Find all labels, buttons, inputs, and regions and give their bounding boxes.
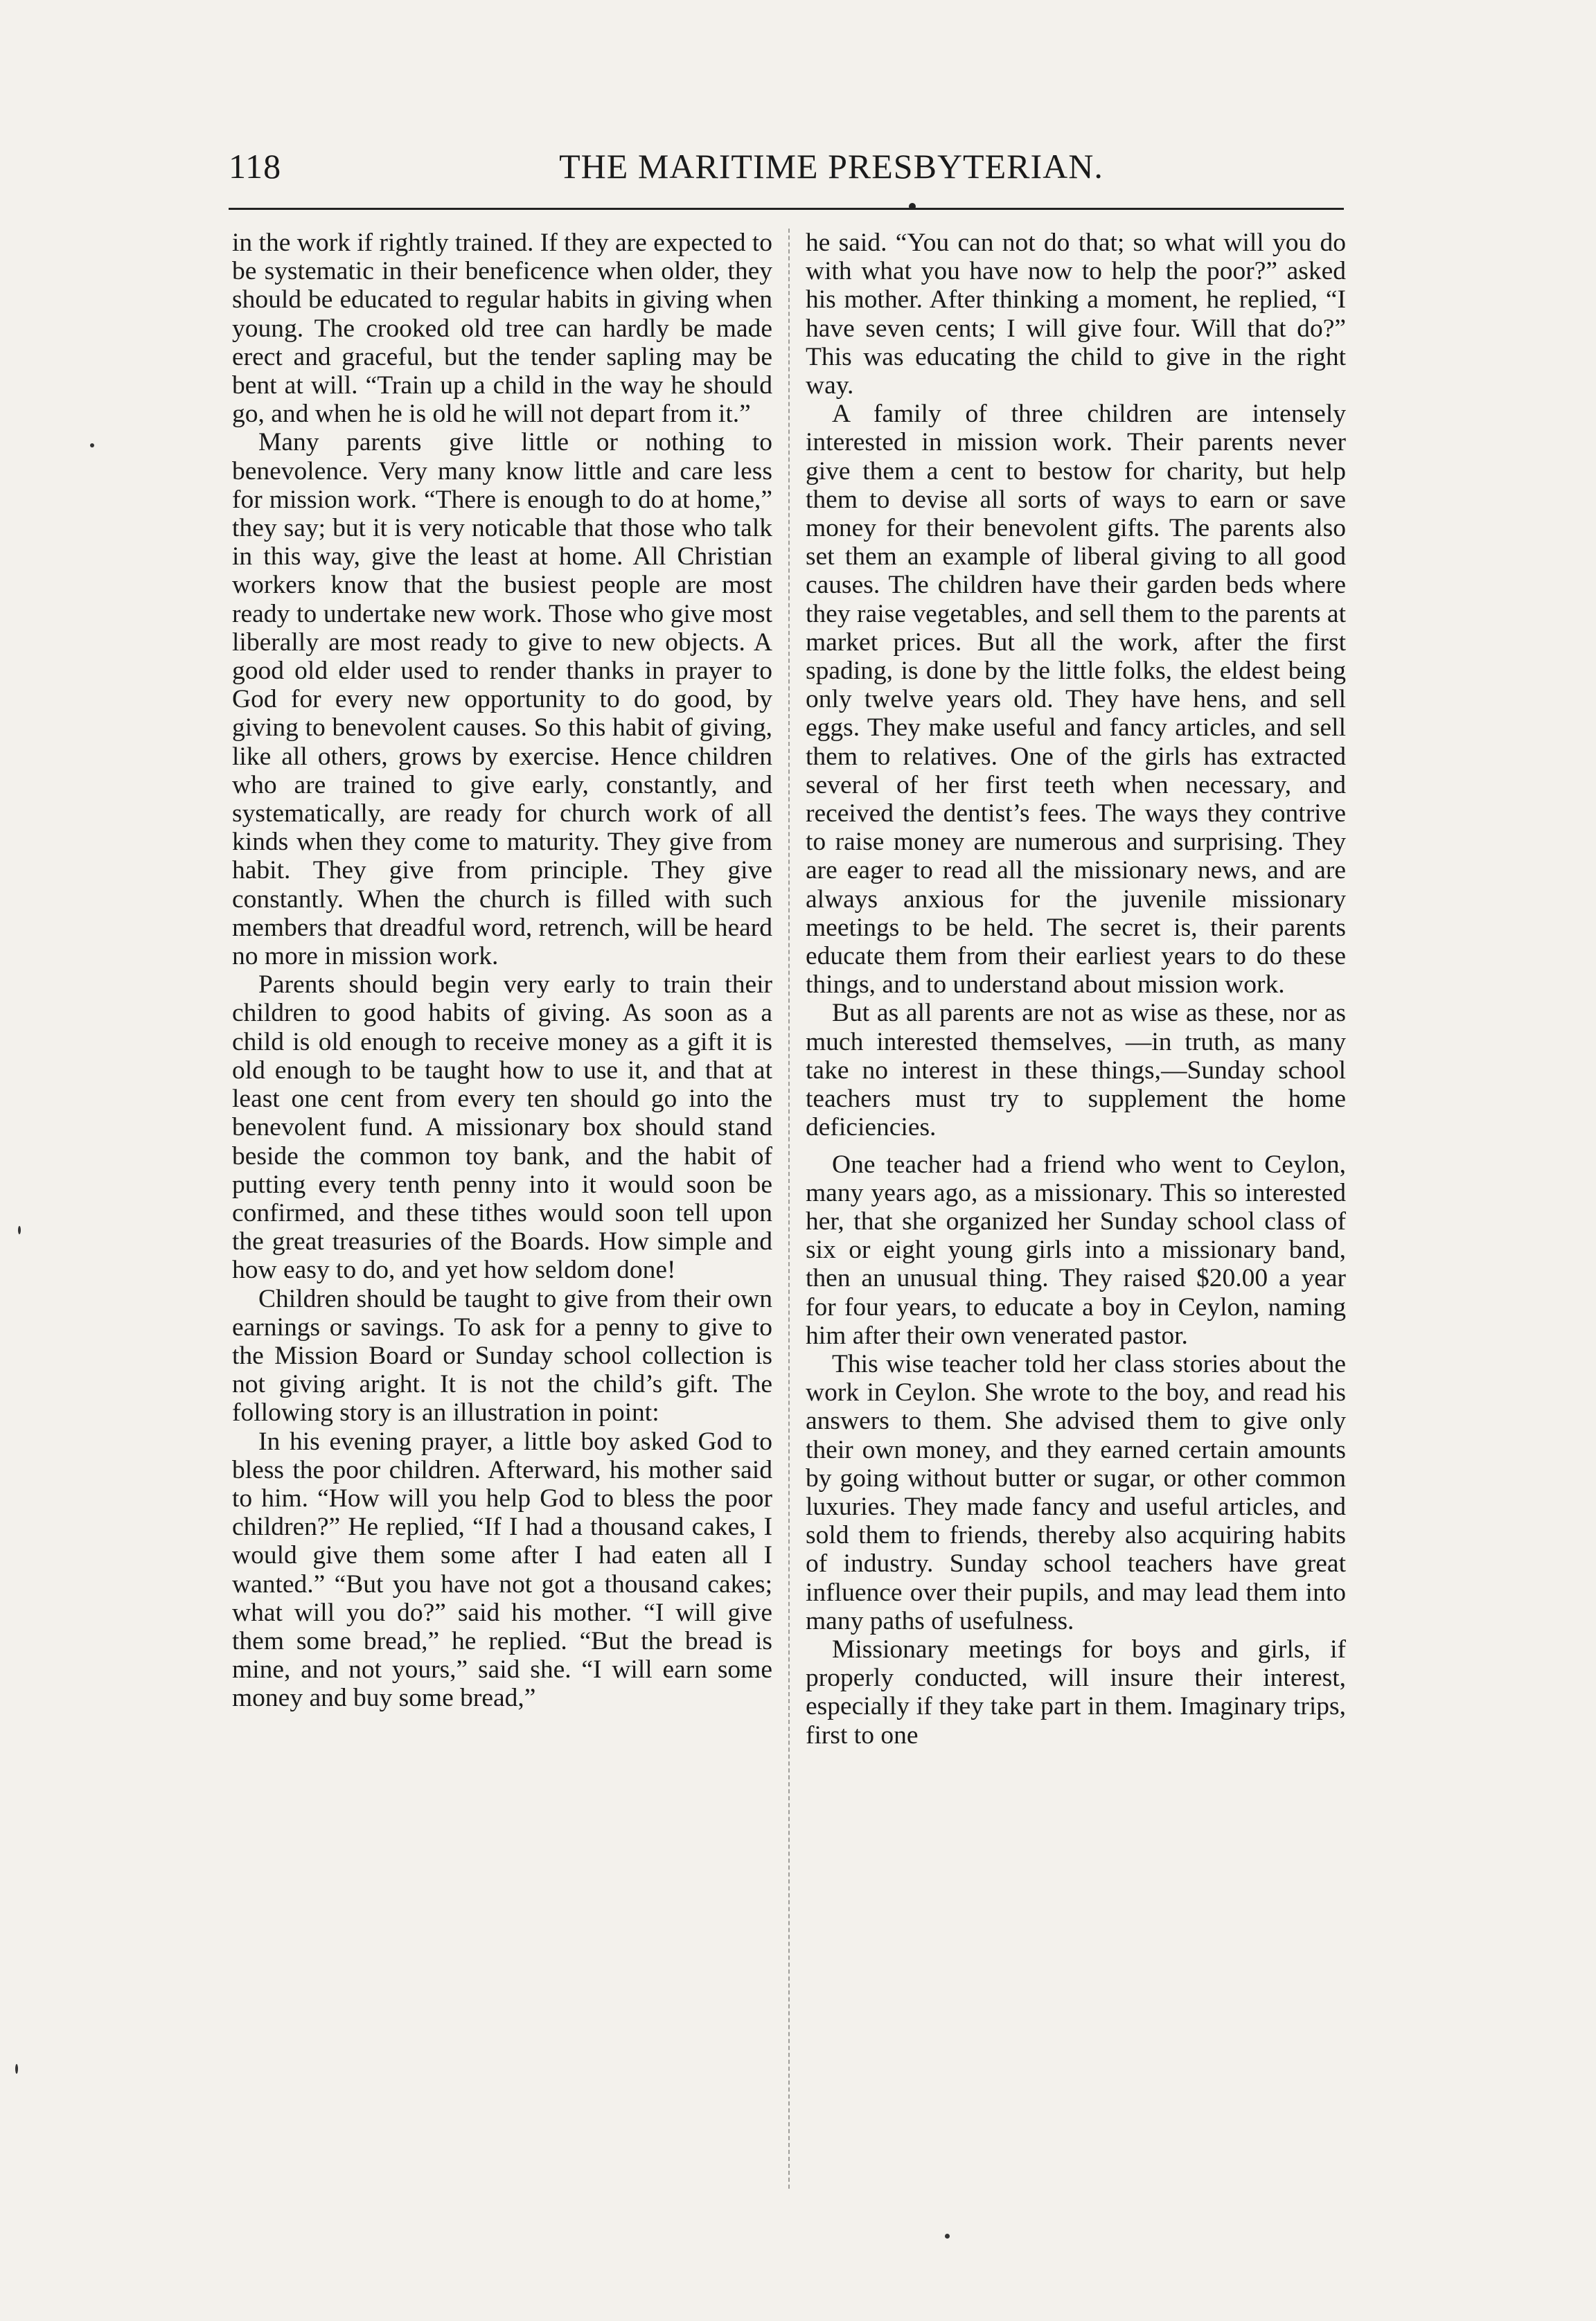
paragraph: In his evening prayer, a little boy asked God to bless the poor children. Afterward, his mother said to him. “How will you help God to bless the poor children?” He replied, “If I had a thousand cakes, I would give them some after I had eaten all I wanted.” “But you have not got a thousand cakes; what will you do?” said his mother. “I will give them some bread,” he replied. “But the bread is mine, and not yours,” said she. “I will earn some money and buy some bread,” [232,1427,772,1713]
paragraph: One teacher had a friend who went to Ceylon, many years ago, as a missionary. This so interested her, that she organized her Sunday school class of six or eight young girls into a missionary band, then an unusual thing. They raised $20.00 a year for four years, to educate a boy in Ceylon, naming him after their own venerated pastor. [806,1150,1346,1350]
page-number: 118 [229,147,282,186]
paragraph: Many parents give little or nothing to benevolence. Very many know little and care less for mission work. “There is enough to do at home,” they say; but it is very noticable that those who talk in this way, give the least at home. All Christian workers know that the busiest people are most ready to undertake new work. Those who give most liberally are most ready to give to new objects. A good old elder used to render thanks in prayer to God for every new opportunity to do good, by giving to benevolent causes. So this habit of giving, like all others, grows by exercise. Hence children who are trained to give early, constantly, and systematically, are ready for church work of all kinds when they come to maturity. They give from habit. They give from principle. They give constantly. When the church is filled with such members that dreadful word, retrench, will be heard no more in mission work. [232,428,772,971]
paragraph: Parents should begin very early to train their children to good habits of giving. As soon as a child is old enough to receive money as a gift it is old enough to be taught how to use it, and that at least one cent from every ten should go into the benevolent fund. A missionary box should stand beside the common toy bank, and the habit of putting every tenth penny into it would soon be confirmed, and these tithes would soon tell upon the great treasuries of the Boards. How simple and how easy to do, and yet how seldom done! [232,970,772,1285]
paragraph: Children should be taught to give from their own earnings or savings. To ask for a penny to give to the Mission Board or Sunday school collection is not giving aright. It is not the child’s gift. The following story is an illustration in point: [232,1284,772,1428]
page-header [229,145,1344,194]
print-speck [90,443,94,447]
print-speck [945,2234,950,2239]
right-column [806,229,1346,1750]
paragraph: he said. “You can not do that; so what will you do with what you have now to help the poor?” asked his mother. After thinking a moment, he replied, “I have seven cents; I will give four. Will that do?” This was educating the child to give in the right way. [806,229,1346,400]
rule-ornament [909,203,916,210]
paragraph: This wise teacher told her class stories about the work in Ceylon. She wrote to the boy, and read his answers to them. She advised them to give only their own money, and they earned certain amounts by going without butter or sugar, or other common luxuries. They made fancy and useful articles, and sold them to friends, thereby also acquiring habits of industry. Sunday school teachers have great influence over their pupils, and may lead them into many paths of usefulness. [806,1349,1346,1635]
left-column [232,229,772,1713]
header-rule [229,208,1344,210]
paragraph: in the work if rightly trained. If they are expected to be systematic in their beneficence when older, they should be educated to regular habits in giving when young. The crooked old tree can hardly be made erect and graceful, but the tender sapling may be bent at will. “Train up a child in the way he should go, and when he is old he will not depart from it.” [232,229,772,429]
running-title: THE MARITIME PRESBYTERIAN. [559,147,1103,186]
print-speck [15,2064,18,2074]
paragraph: But as all parents are not as wise as these, nor as much interested themselves, —in truth, as many take no interest in these things,—Sunday school teachers must try to supplement the home deficiencies. [806,999,1346,1142]
print-speck [18,1226,21,1234]
column-gutter [788,229,790,2189]
paragraph: Missionary meetings for boys and girls, if properly conducted, will insure their interest, especially if they take part in them. Imaginary trips, first to one [806,1635,1346,1750]
paragraph: A family of three children are intensely interested in mission work. Their parents never give them a cent to bestow for charity, but help them to devise all sorts of ways to earn or save money for their benevolent gifts. The parents also set them an example of liberal giving to all good causes. The children have their garden beds where they raise vegetables, and sell them to the parents at market prices. But all the work, after the first spading, is done by the little folks, the eldest being only twelve years old. They have hens, and sell eggs. They make useful and fancy articles, and sell them to relatives. One of the girls has extracted several of her first teeth when necessary, and received the dentist’s fees. The ways they contrive to raise money are numerous and surprising. They are eager to read all the missionary news, and are always anxious for the juvenile missionary meetings to be held. The secret is, their parents educate them from their earliest years to do these things, and to understand about mission work. [806,400,1346,999]
